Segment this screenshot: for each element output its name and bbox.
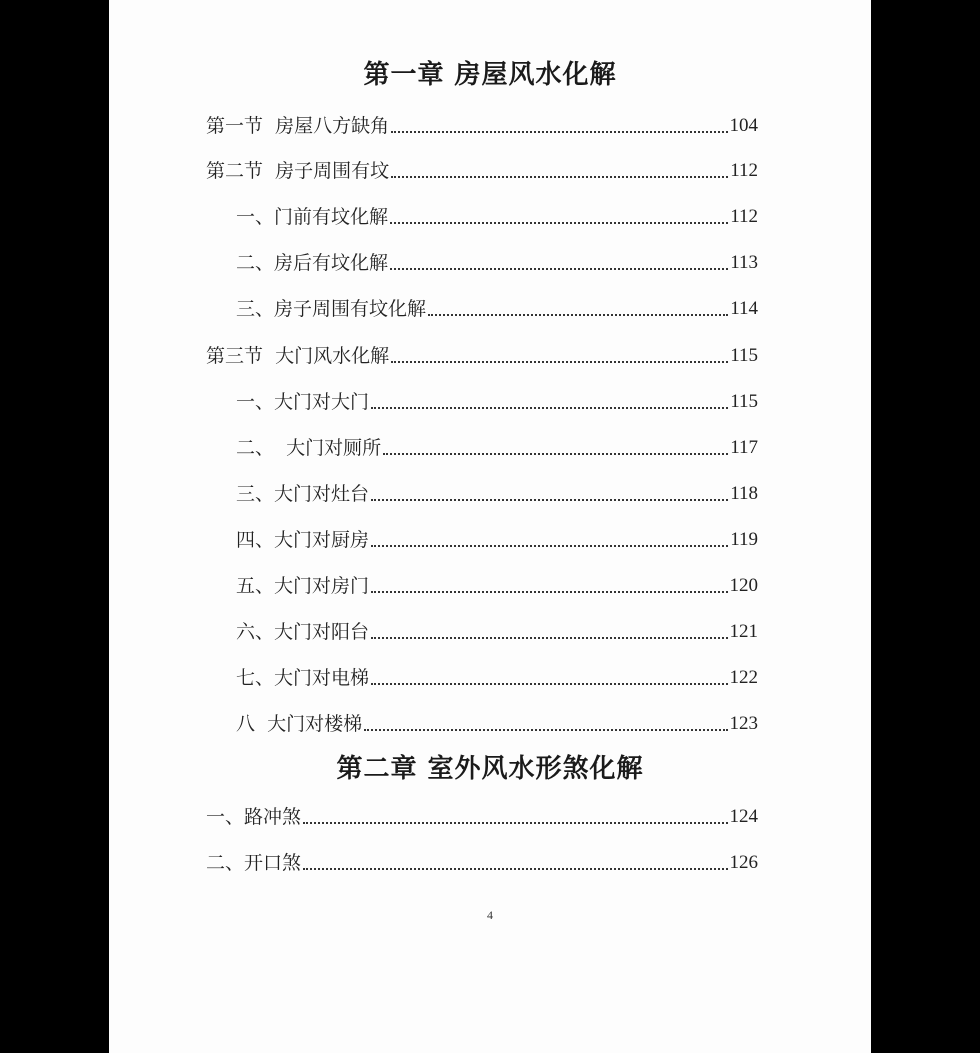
dot-leader	[364, 728, 727, 731]
page-number: 4	[487, 908, 493, 922]
toc-entry-label: 六、大门对阳台	[236, 621, 370, 643]
toc-entry-page: 112	[730, 160, 758, 181]
toc-entry-label: 三、房子周围有坟化解	[236, 298, 427, 320]
toc-entry-label: 五、大门对房门	[236, 575, 370, 597]
toc-entry-page: 112	[730, 206, 758, 227]
toc-entry	[206, 338, 758, 368]
toc-entry-label: 一、路冲煞	[206, 806, 302, 828]
toc-entry-page: 113	[730, 252, 758, 273]
dot-leader	[391, 175, 728, 178]
toc-subentry	[236, 614, 758, 644]
dot-leader	[390, 221, 728, 224]
dot-leader	[383, 452, 728, 455]
toc-entry-page: 118	[730, 483, 758, 504]
dot-leader	[303, 867, 727, 870]
dot-leader	[390, 267, 728, 270]
toc-entry-page: 126	[729, 852, 758, 873]
toc-entry-label: 第二节 房子周围有坟	[206, 160, 390, 182]
toc-entry-page: 115	[730, 391, 758, 412]
toc-entry-label: 七、大门对电梯	[236, 667, 370, 689]
dot-leader	[428, 313, 728, 316]
toc-entry	[206, 845, 758, 875]
toc-entry-label: 四、大门对厨房	[236, 529, 370, 551]
toc-subentry	[236, 384, 758, 414]
toc-subentry	[236, 660, 758, 690]
dot-leader	[371, 590, 727, 593]
toc-entry-page: 117	[730, 437, 758, 458]
document-page	[109, 0, 871, 1053]
toc-entry-page: 104	[729, 115, 758, 136]
toc-entry	[206, 108, 758, 138]
toc-entry-label: 一、门前有坟化解	[236, 206, 389, 228]
toc-entry-label: 第一节 房屋八方缺角	[206, 115, 390, 137]
toc-subentry	[236, 291, 758, 321]
toc-entry-label: 二、房后有坟化解	[236, 252, 389, 274]
dot-leader	[371, 544, 728, 547]
toc-entry-label: 八 大门对楼梯	[236, 713, 363, 735]
toc-entry-label: 二、开口煞	[206, 852, 302, 874]
toc-entry-label: 三、大门对灶台	[236, 483, 370, 505]
toc-entry-page: 122	[729, 667, 758, 688]
chapter-title: 第一章 房屋风水化解	[363, 60, 617, 90]
dot-leader	[371, 682, 727, 685]
dot-leader	[371, 636, 727, 639]
dot-leader	[371, 498, 728, 501]
toc-entry-page: 123	[729, 713, 758, 734]
toc-subentry	[236, 199, 758, 229]
toc-subentry	[236, 245, 758, 275]
toc-entry-page: 120	[729, 575, 758, 596]
toc-entry-page: 119	[730, 529, 758, 550]
toc-subentry	[236, 706, 758, 736]
toc-entry-page: 115	[730, 345, 758, 366]
toc-subentry	[236, 522, 758, 552]
dot-leader	[303, 821, 727, 824]
toc-entry-page: 114	[730, 298, 758, 319]
toc-entry-label: 第三节 大门风水化解	[206, 345, 390, 367]
toc-subentry	[236, 430, 758, 460]
toc-entry-label: 二、 大门对厕所	[236, 437, 382, 459]
toc-subentry	[236, 476, 758, 506]
dot-leader	[371, 406, 728, 409]
toc-subentry	[236, 568, 758, 598]
toc-entry	[206, 153, 758, 183]
toc-entry	[206, 799, 758, 829]
toc-entry-page: 121	[729, 621, 758, 642]
dot-leader	[391, 360, 728, 363]
dot-leader	[391, 130, 727, 133]
toc-entry-page: 124	[729, 806, 758, 827]
toc-entry-label: 一、大门对大门	[236, 391, 370, 413]
chapter-title: 第二章 室外风水形煞化解	[336, 754, 644, 784]
